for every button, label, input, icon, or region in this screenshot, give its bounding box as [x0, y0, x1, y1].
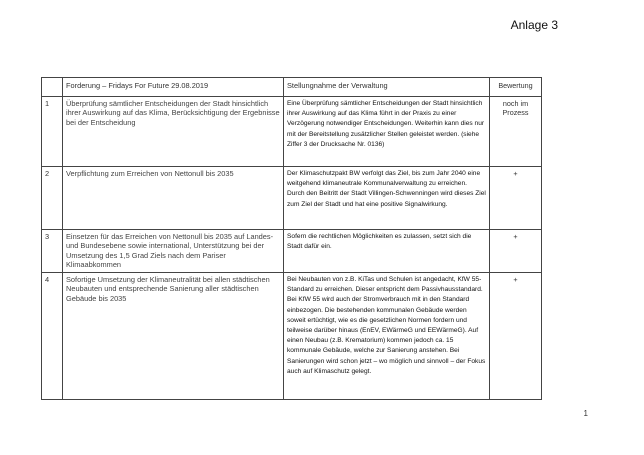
row-number: 4 [42, 272, 63, 399]
row-statement: Bei Neubauten von z.B. KiTas und Schulen ist angedacht, KfW 55-Standard zu erreichen. Dieser entspricht dem Passivhausstandard. Bei KfW 55 wird auch der Stromverbrauch mit in den Standard einbezogen. Die bestehenden kommunalen Gebäude werden soweit ertüchtigt, wie es die gesetzlichen Normen fordern und teilweise darüber hinaus (EnEV, EWärmeG und EEWärmeG). Auf einen Neubau (z.B. Krematorium) kommen jedoch ca. 15 kommunale Gebäude, welche zur Sanierung anstehen. Bei Sanierungen wird schon jetzt – wo möglich und sinnvoll – der Fokus auch auf Klimaschutz gelegt. [284, 272, 490, 399]
attachment-label: Anlage 3 [510, 18, 558, 32]
row-number: 1 [42, 97, 63, 167]
row-statement: Der Klimaschutzpakt BW verfolgt das Ziel, bis zum Jahr 2040 eine weitgehend klimaneutrale Kommunalverwaltung zu erreichen. Durch den Beitritt der Stadt Villingen-Schwenningen wird dieses Ziel zum Ziel der Stadt und hat eine positive Signalwirkung. [284, 167, 490, 230]
row-demand: Verpflichtung zum Erreichen von Nettonull bis 2035 [63, 167, 284, 230]
row-statement: Sofern die rechtlichen Möglichkeiten es zulassen, setzt sich die Stadt dafür ein. [284, 230, 490, 273]
table-row [42, 97, 542, 167]
row-rating: + [490, 167, 542, 230]
table-header-row [42, 78, 542, 97]
table-row [42, 272, 542, 399]
table-row [42, 167, 542, 230]
row-rating: + [490, 272, 542, 399]
row-number: 3 [42, 230, 63, 273]
row-demand: Überprüfung sämtlicher Entscheidungen der Stadt hinsichtlich ihrer Auswirkung auf das Klima, Berücksichtigung der Ergebnisse bei der Entscheidung [63, 97, 284, 167]
row-rating: + [490, 230, 542, 273]
column-header-statement: Stellungnahme der Verwaltung [284, 78, 490, 97]
column-header-number [42, 78, 63, 97]
demands-table [41, 77, 542, 400]
table-row [42, 230, 542, 273]
column-header-rating: Bewertung [490, 78, 542, 97]
page-number: 1 [583, 409, 588, 418]
row-demand: Einsetzen für das Erreichen von Nettonull bis 2035 auf Landes- und Bundesebene sowie international, Unterstützung bei der Umsetzung des 1,5 Grad Ziels nach dem Pariser Klimaabkommen [63, 230, 284, 273]
row-statement: Eine Überprüfung sämtlicher Entscheidungen der Stadt hinsichtlich ihrer Auswirkung auf das Klima führt in der Praxis zu einer Verzögerung notwendiger Entscheidungen. Weiterhin kann dies nur mit der Bereitstellung zusätzlicher Stellen geleistet werden. (siehe Ziffer 3 der Drucksache Nr. 0136) [284, 97, 490, 167]
row-rating: noch im Prozess [490, 97, 542, 167]
row-number: 2 [42, 167, 63, 230]
row-demand: Sofortige Umsetzung der Klimaneutralität bei allen städtischen Neubauten und entsprechende Sanierung aller städtischen Gebäude bis 2035 [63, 272, 284, 399]
column-header-demand: Forderung – Fridays For Future 29.08.2019 [63, 78, 284, 97]
